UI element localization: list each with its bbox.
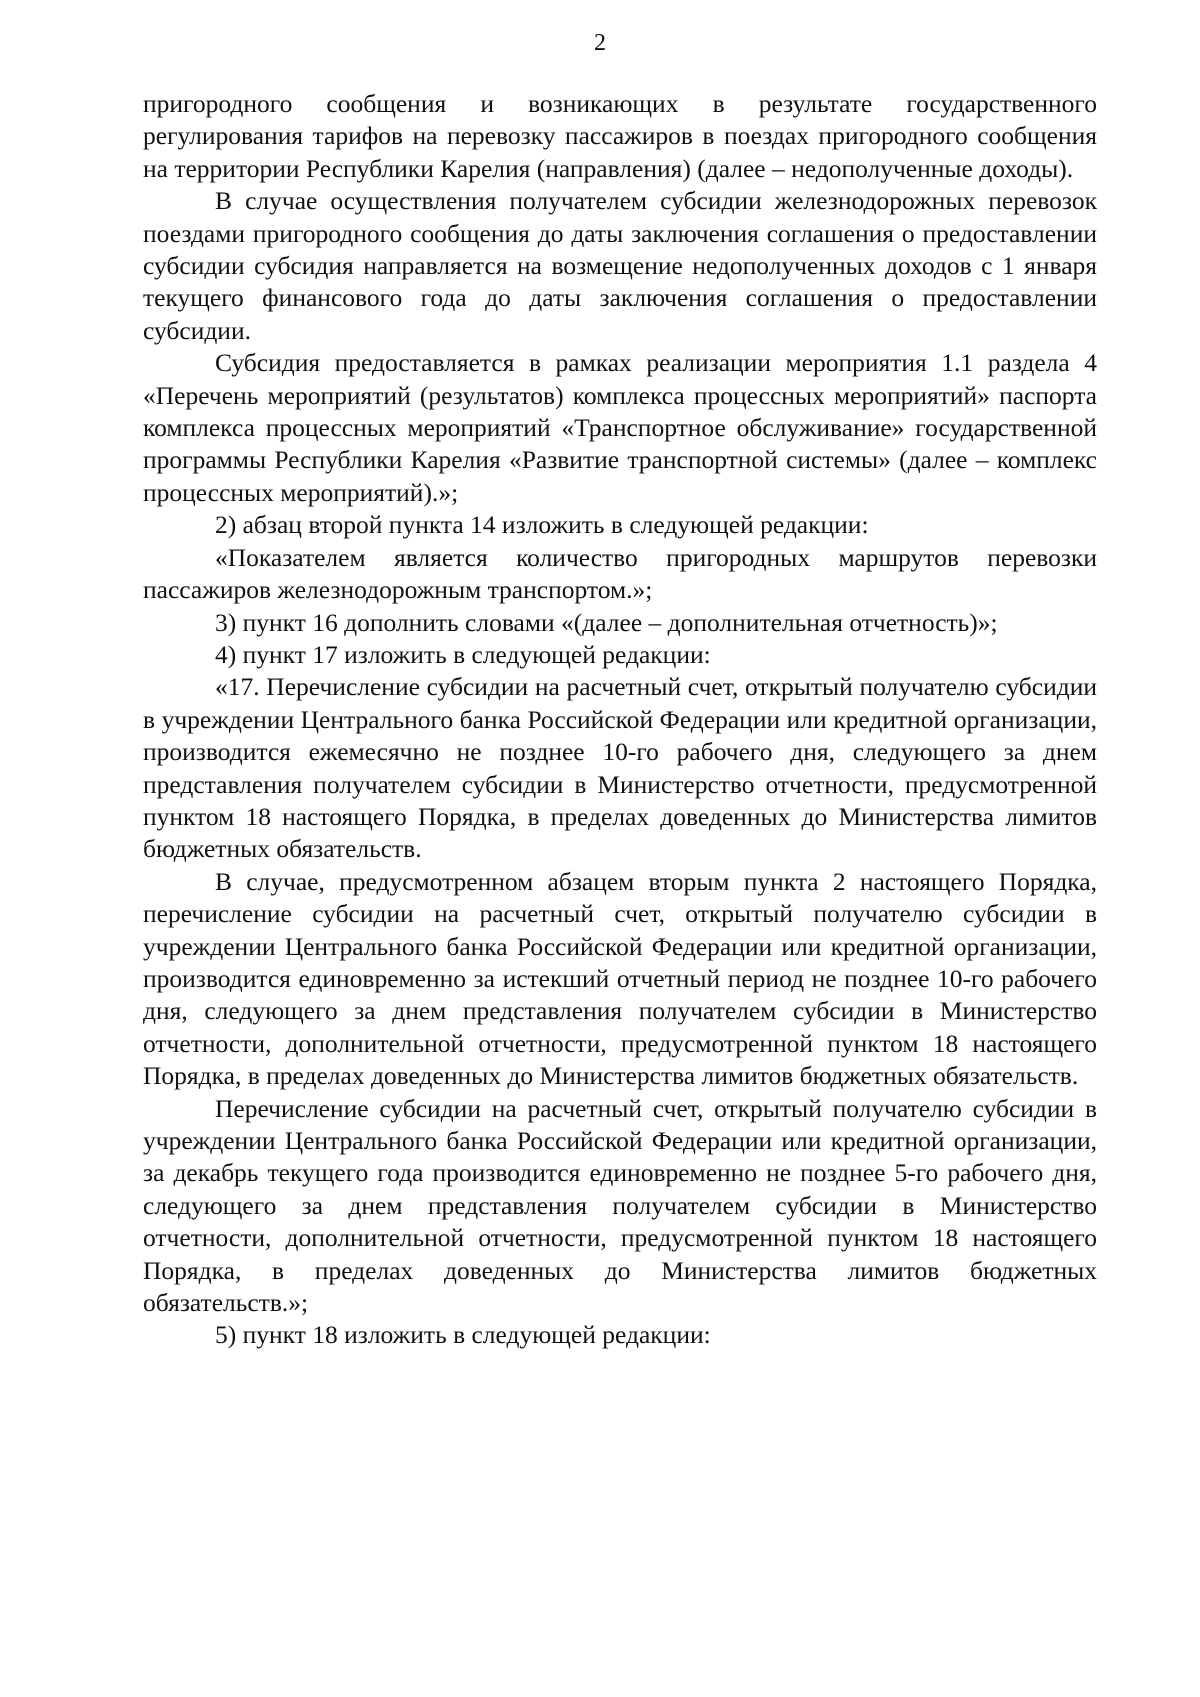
paragraph-december-transfer: Перечисление субсидии на расчетный счет, открытый получателю субсидии в учреждении Центрального банка Российской Федерации или кредитной организации, за декабрь текущего года производится единовременно не позднее 5-го рабочего дня, следующего за днем представления получателем субсидии в Министерство отчетности, дополнительной отчетности, предусмотренной пунктом 18 настоящего Порядка, в пределах доведенных до Министерства лимитов бюджетных обязательств.»; bbox=[143, 1093, 1097, 1318]
paragraph-amendment-2: 2) абзац второй пункта 14 изложить в следующей редакции: bbox=[215, 510, 869, 540]
document-body bbox=[143, 88, 1097, 1352]
paragraph-lump-sum-transfer: В случае, предусмотренном абзацем вторым пункта 2 настоящего Порядка, перечисление субсидии на расчетный счет, открытый получателю субсидии в учреждении Центрального банка Российской Федерации или кредитной организации, производится единовременно за истекший отчетный период не позднее 10-го рабочего дня, следующего за днем представления получателем субсидии в Министерство отчетности, дополнительной отчетности, предусмотренной пунктом 18 настоящего Порядка, в пределах доведенных до Министерства лимитов бюджетных обязательств. bbox=[143, 866, 1097, 1091]
paragraph-amendment-5: 5) пункт 18 изложить в следующей редакции: bbox=[215, 1320, 711, 1350]
paragraph-subsidy-program: Субсидия предоставляется в рамках реализации мероприятия 1.1 раздела 4 «Перечень мероприятий (результатов) комплекса процессных мероприятий» паспорта комплекса процессных мероприятий «Транспортное обслуживание» государственной программы Республики Карелия «Развитие транспортной системы» (далее – комплекс процессных мероприятий).»; bbox=[143, 348, 1097, 507]
paragraph-subsidy-before-agreement: В случае осуществления получателем субсидии железнодорожных перевозок поездами пригородного сообщения до даты заключения соглашения о предоставлении субсидии субсидия направляется на возмещение недополученных доходов с 1 января текущего финансового года до даты заключения соглашения о предоставлении субсидии. bbox=[143, 186, 1097, 345]
paragraph-clause-17: «17. Перечисление субсидии на расчетный счет, открытый получателю субсидии в учреждении Центрального банка Российской Федерации или кредитной организации, производится ежемесячно не позднее 10-го рабочего дня, следующего за днем представления получателем субсидии в Министерство отчетности, предусмотренной пунктом 18 настоящего Порядка, в пределах доведенных до Министерства лимитов бюджетных обязательств. bbox=[143, 672, 1097, 864]
paragraph-indicator: «Показателем является количество пригородных маршрутов перевозки пассажиров железнодорожным транспортом.»; bbox=[143, 542, 1097, 605]
paragraph-amendment-3: 3) пункт 16 дополнить словами «(далее – дополнительная отчетность)»; bbox=[215, 607, 998, 637]
paragraph-continuation: пригородного сообщения и возникающих в результате государственного регулирования тарифов на перевозку пассажиров в поездах пригородного сообщения на территории Республики Карелия (направления) (далее – недополученные доходы). bbox=[143, 89, 1097, 183]
page-number: 2 bbox=[594, 30, 606, 56]
paragraph-amendment-4: 4) пункт 17 изложить в следующей редакции: bbox=[215, 639, 711, 669]
